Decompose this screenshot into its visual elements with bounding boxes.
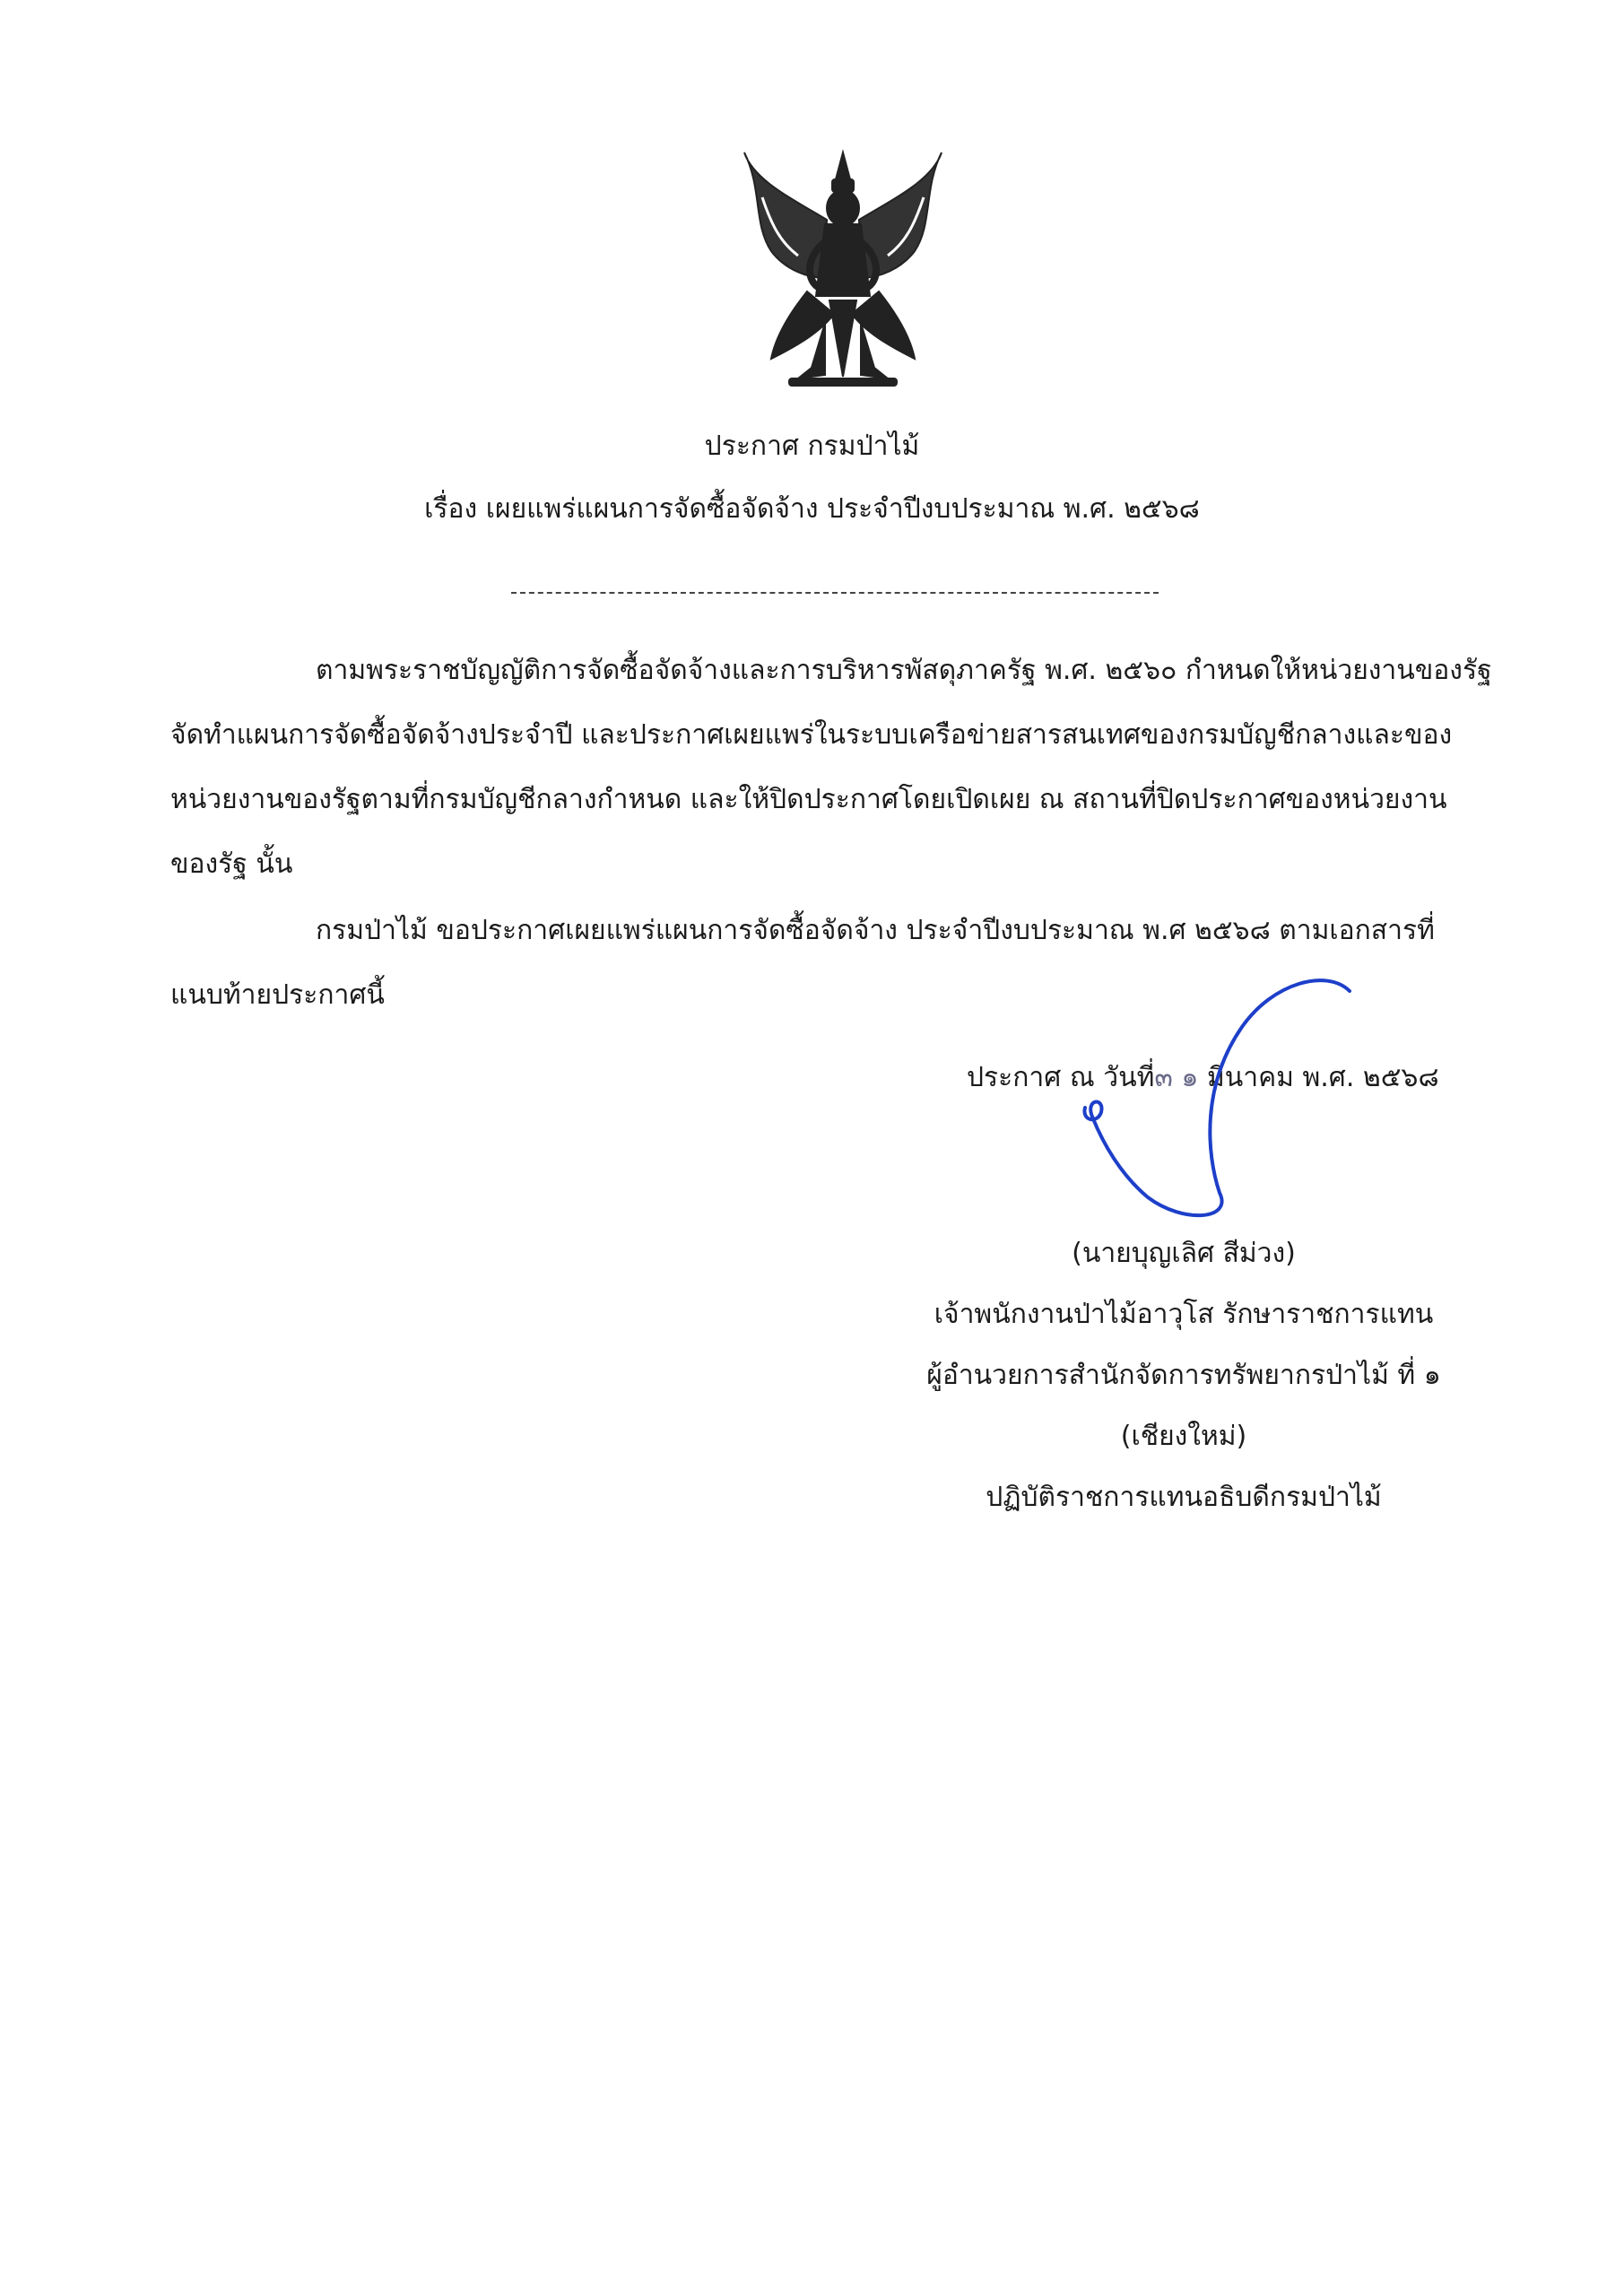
paragraph-2-line-2: แนบท้ายประกาศนี้ (170, 979, 385, 1011)
signatory-name: (นายบุญเลิศ สีม่วง) (1072, 1238, 1296, 1269)
separator-rule (511, 592, 1159, 594)
signatory-position-1: เจ้าพนักงานป่าไม้อาวุโส รักษาราชการแทน (934, 1299, 1434, 1330)
date-day: ๓ ๑ (1154, 1062, 1199, 1093)
paragraph-2-line-1: กรมป่าไม้ ขอประกาศเผยแพร่แผนการจัดซื้อจัดจ้าง ประจำปีงบประมาณ พ.ศ ๒๕๖๘ ตามเอกสารที่ (316, 915, 1435, 946)
date-prefix: ประกาศ ณ วันที่ (967, 1062, 1155, 1093)
garuda-emblem-icon (735, 144, 951, 395)
handwritten-signature (1049, 973, 1372, 1233)
paragraph-1-line-4: ของรัฐ นั้น (170, 848, 293, 880)
paragraph-1-line-1: ตามพระราชบัญญัติการจัดซื้อจัดจ้างและการบริหารพัสดุภาครัฐ พ.ศ. ๒๕๖๐ กำหนดให้หน่วยงานของรัฐ (316, 655, 1492, 686)
signatory-position-3: (เชียงใหม่) (1120, 1421, 1247, 1452)
date-month-year: มีนาคม พ.ศ. ๒๕๖๘ (1198, 1062, 1439, 1093)
paragraph-1-line-2: จัดทำแผนการจัดซื้อจัดจ้างประจำปี และประกาศเผยแพร่ในระบบเครือข่ายสารสนเทศของกรมบัญชีกลางและของ (170, 719, 1453, 751)
announcement-subject: เรื่อง เผยแพร่แผนการจัดซื้อจัดจ้าง ประจำปีงบประมาณ พ.ศ. ๒๕๖๘ (424, 493, 1200, 525)
signatory-position-4: ปฏิบัติราชการแทนอธิบดีกรมป่าไม้ (986, 1482, 1382, 1513)
signatory-position-2: ผู้อำนวยการสำนักจัดการทรัพยากรป่าไม้ ที่ ๑ (926, 1360, 1441, 1391)
announcement-heading: ประกาศ กรมป่าไม้ (704, 430, 920, 462)
paragraph-1-line-3: หน่วยงานของรัฐตามที่กรมบัญชีกลางกำหนด และให้ปิดประกาศโดยเปิดเผย ณ สถานที่ปิดประกาศของหน่วยงาน (170, 784, 1447, 815)
